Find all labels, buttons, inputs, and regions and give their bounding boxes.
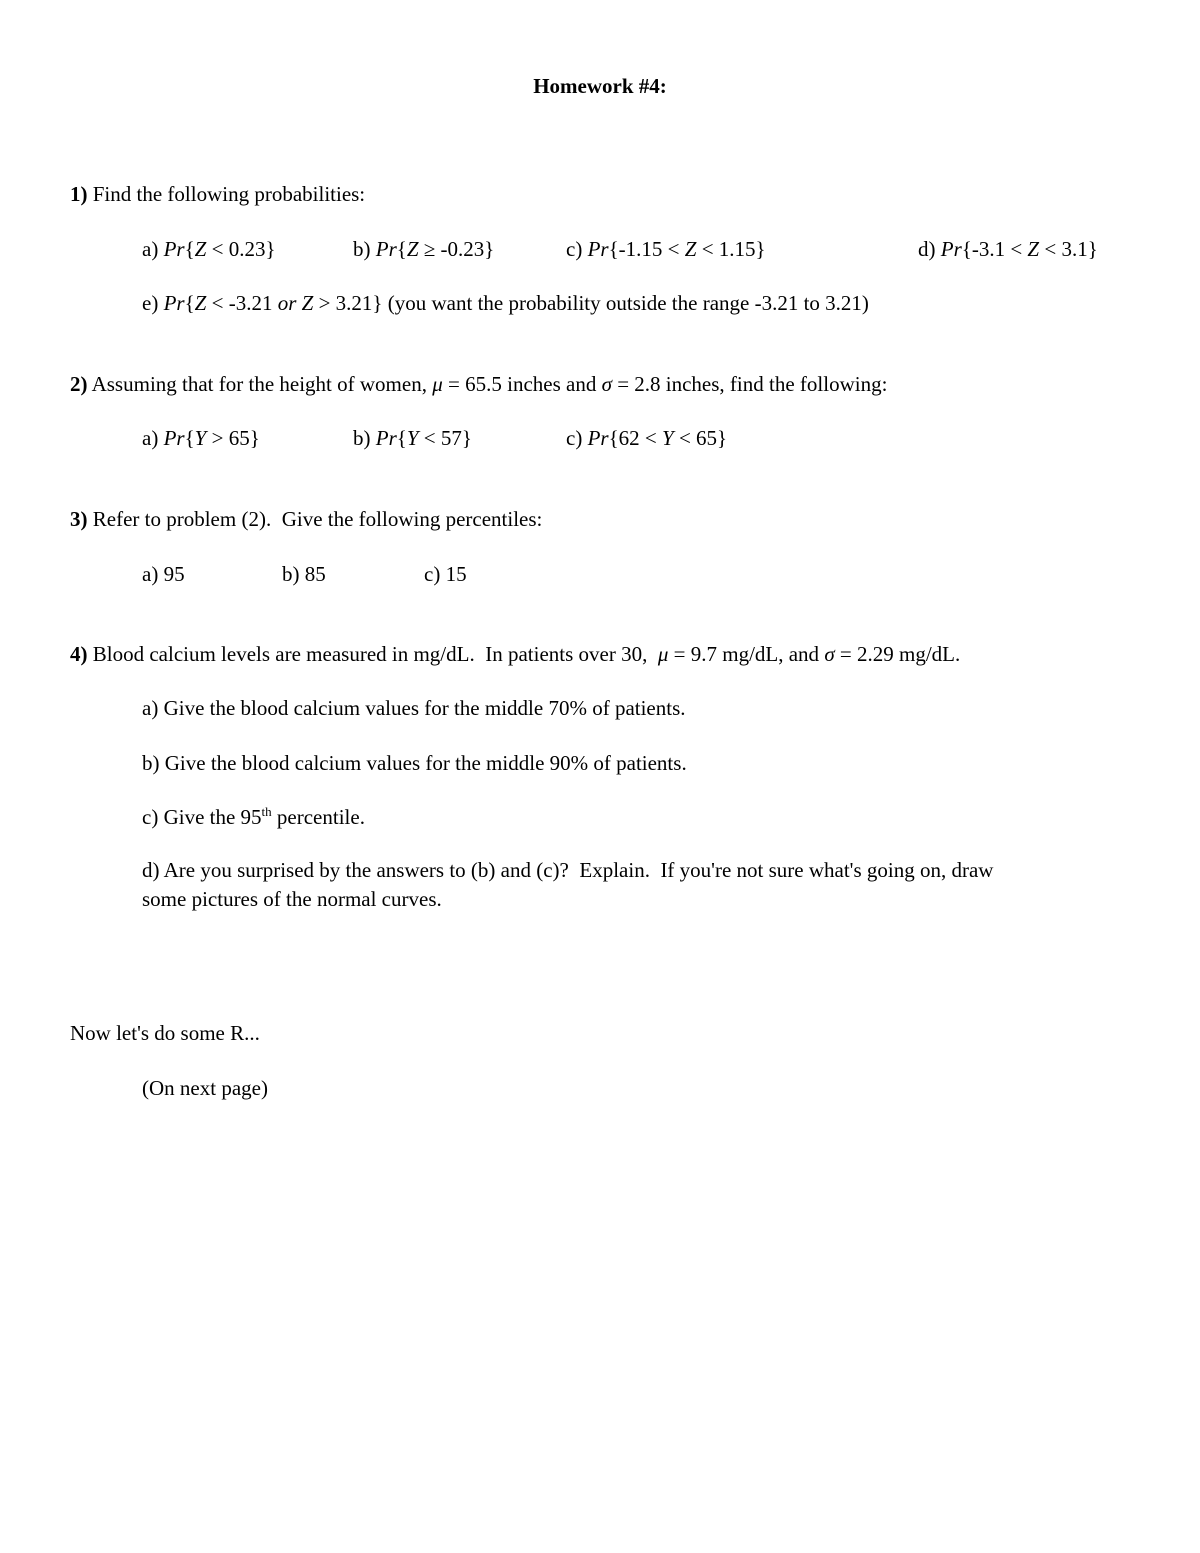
question-4-number: 4)	[70, 642, 88, 666]
question-3c: c) 15	[424, 562, 467, 586]
question-2b: b) Pr{Y < 57}	[353, 426, 472, 450]
question-1a: a) Pr{Z < 0.23}	[142, 237, 276, 261]
question-2c: c) Pr{62 < Y < 65}	[566, 426, 728, 450]
sigma-symbol: σ	[824, 642, 835, 666]
footer-line-2: (On next page)	[142, 1076, 268, 1100]
question-3-prompt	[70, 507, 542, 532]
question-1c: c) Pr{-1.15 < Z < 1.15}	[566, 237, 766, 261]
sigma-symbol: σ	[601, 372, 612, 396]
question-3-text: Refer to problem (2). Give the following percentiles:	[92, 507, 543, 531]
question-1b: b) Pr{Z ≥ -0.23}	[353, 237, 495, 261]
question-4-prompt: 4) Blood calcium levels are measured in mg/dL. In patients over 30, μ = 9.7 mg/dL, and σ = 2.29 mg/dL.	[70, 642, 961, 666]
question-4b: b) Give the blood calcium values for the middle 90% of patients.	[142, 751, 687, 775]
question-4c: c) Give the 95th percentile.	[142, 804, 365, 829]
question-3-number: 3)	[70, 507, 88, 531]
question-1-text: Find the following probabilities:	[92, 182, 366, 206]
question-1e-note: (you want the probability outside the range -3.21 to 3.21)	[382, 291, 869, 315]
question-4a: a) Give the blood calcium values for the middle 70% of patients.	[142, 696, 686, 720]
page-title: Homework #4:	[533, 74, 667, 98]
footer-line-1: Now let's do some R...	[70, 1021, 260, 1045]
mu-symbol: μ	[657, 642, 669, 666]
mu-symbol: μ	[432, 372, 443, 396]
question-4d-line-1: d) Are you surprised by the answers to (b) and (c)? Explain. If you're not sure what's going on, draw	[142, 858, 994, 882]
question-2-prompt: 2) Assuming that for the height of women, μ = 65.5 inches and σ = 2.8 inches, find the following:	[70, 372, 888, 396]
question-3a: a) 95	[142, 562, 185, 586]
question-2a: a) Pr{Y > 65}	[142, 426, 260, 450]
ordinal-superscript: th	[261, 804, 272, 819]
question-2-number: 2)	[70, 372, 88, 396]
question-1d: d) Pr{-3.1 < Z < 3.1}	[918, 237, 1098, 261]
question-1-number: 1)	[70, 182, 88, 206]
question-3b: b) 85	[282, 562, 326, 586]
question-1-prompt	[70, 182, 365, 207]
question-4d-line-2: some pictures of the normal curves.	[142, 887, 442, 911]
question-1e: e) Pr{Z < -3.21 or Z > 3.21} (you want the probability outside the range -3.21 to 3.21)	[142, 291, 869, 315]
